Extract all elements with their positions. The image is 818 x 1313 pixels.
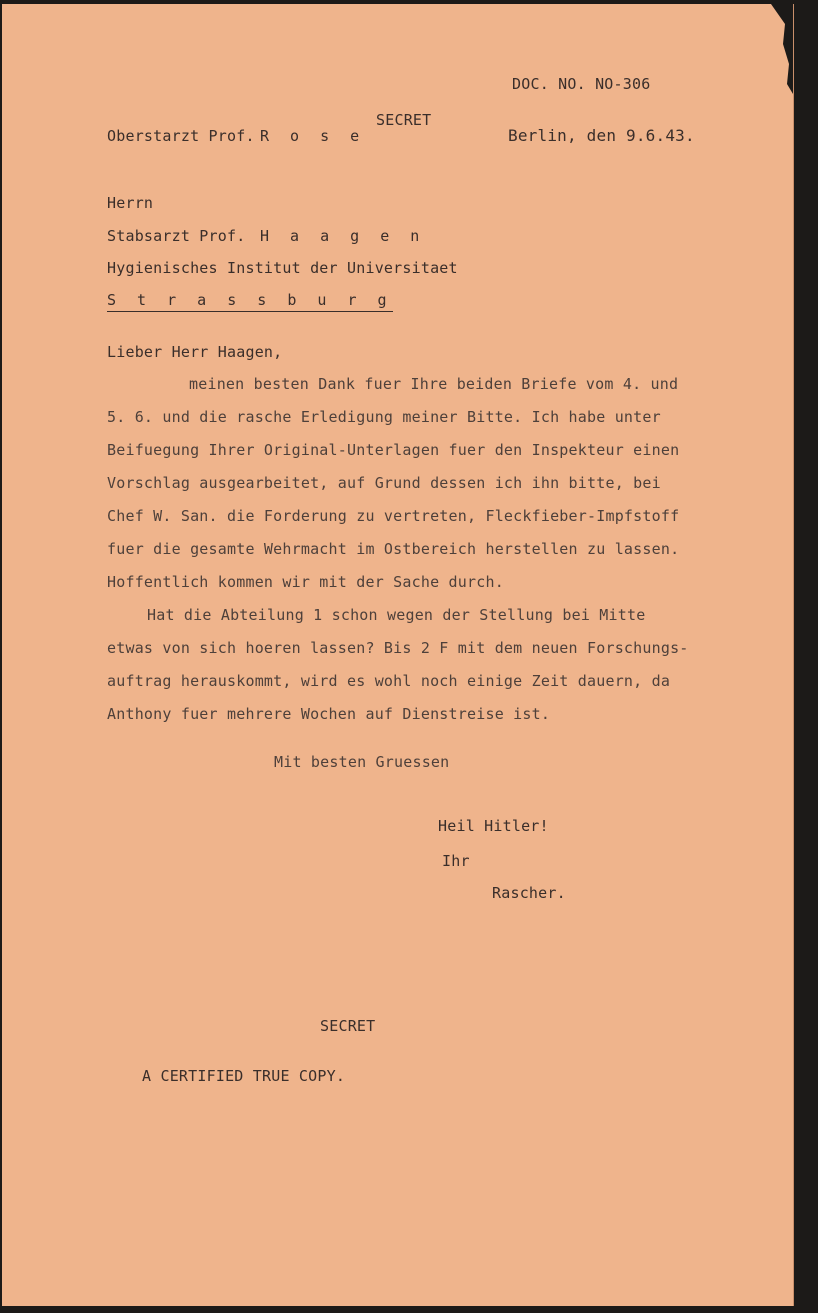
body-line: fuer die gesamte Wehrmacht im Ostbereich herstellen zu lassen. <box>107 540 680 558</box>
body-line: Anthony fuer mehrere Wochen auf Dienstreise ist. <box>107 705 551 723</box>
recipient-name: H a a g e n <box>260 227 426 245</box>
closing-yours: Ihr <box>442 852 470 870</box>
recipient-institute: Hygienisches Institut der Universitaet <box>107 259 458 277</box>
torn-corner <box>767 4 793 94</box>
body-line: auftrag herauskommt, wird es wohl noch einige Zeit dauern, da <box>107 672 671 690</box>
recipient-title: Stabsarzt Prof. <box>107 227 246 245</box>
classification-top: SECRET <box>376 111 432 129</box>
closing-heil: Heil Hitler! <box>438 817 549 835</box>
sender-name: R o s e <box>260 127 366 145</box>
place-date: Berlin, den 9.6.43. <box>508 126 695 145</box>
signature: Rascher. <box>492 884 566 902</box>
body-line: meinen besten Dank fuer Ihre beiden Briefe vom 4. und <box>189 375 679 393</box>
recipient-salutation: Herrn <box>107 194 154 212</box>
body-line: Beifuegung Ihrer Original-Unterlagen fuer den Inspekteur einen <box>107 441 680 459</box>
sender-title: Oberstarzt Prof. <box>107 127 255 145</box>
body-line: 5. 6. und die rasche Erledigung meiner Bitte. Ich habe unter <box>107 408 661 426</box>
body-line: etwas von sich hoeren lassen? Bis 2 F mit dem neuen Forschungs- <box>107 639 689 657</box>
certification: A CERTIFIED TRUE COPY. <box>142 1067 346 1085</box>
document-number: DOC. NO. NO-306 <box>512 75 651 93</box>
greeting: Lieber Herr Haagen, <box>107 343 283 361</box>
body-line: Vorschlag ausgearbeitet, auf Grund dessen ich ihn bitte, bei <box>107 474 661 492</box>
classification-bottom: SECRET <box>320 1017 376 1035</box>
recipient-city: S t r a s s b u r g <box>107 290 393 312</box>
document-page <box>2 4 794 1306</box>
body-line: Hat die Abteilung 1 schon wegen der Stellung bei Mitte <box>147 606 646 624</box>
body-line: Chef W. San. die Forderung zu vertreten, Fleckfieber-Impfstoff <box>107 507 680 525</box>
closing-regards: Mit besten Gruessen <box>274 753 450 771</box>
body-line: Hoffentlich kommen wir mit der Sache durch. <box>107 573 504 591</box>
